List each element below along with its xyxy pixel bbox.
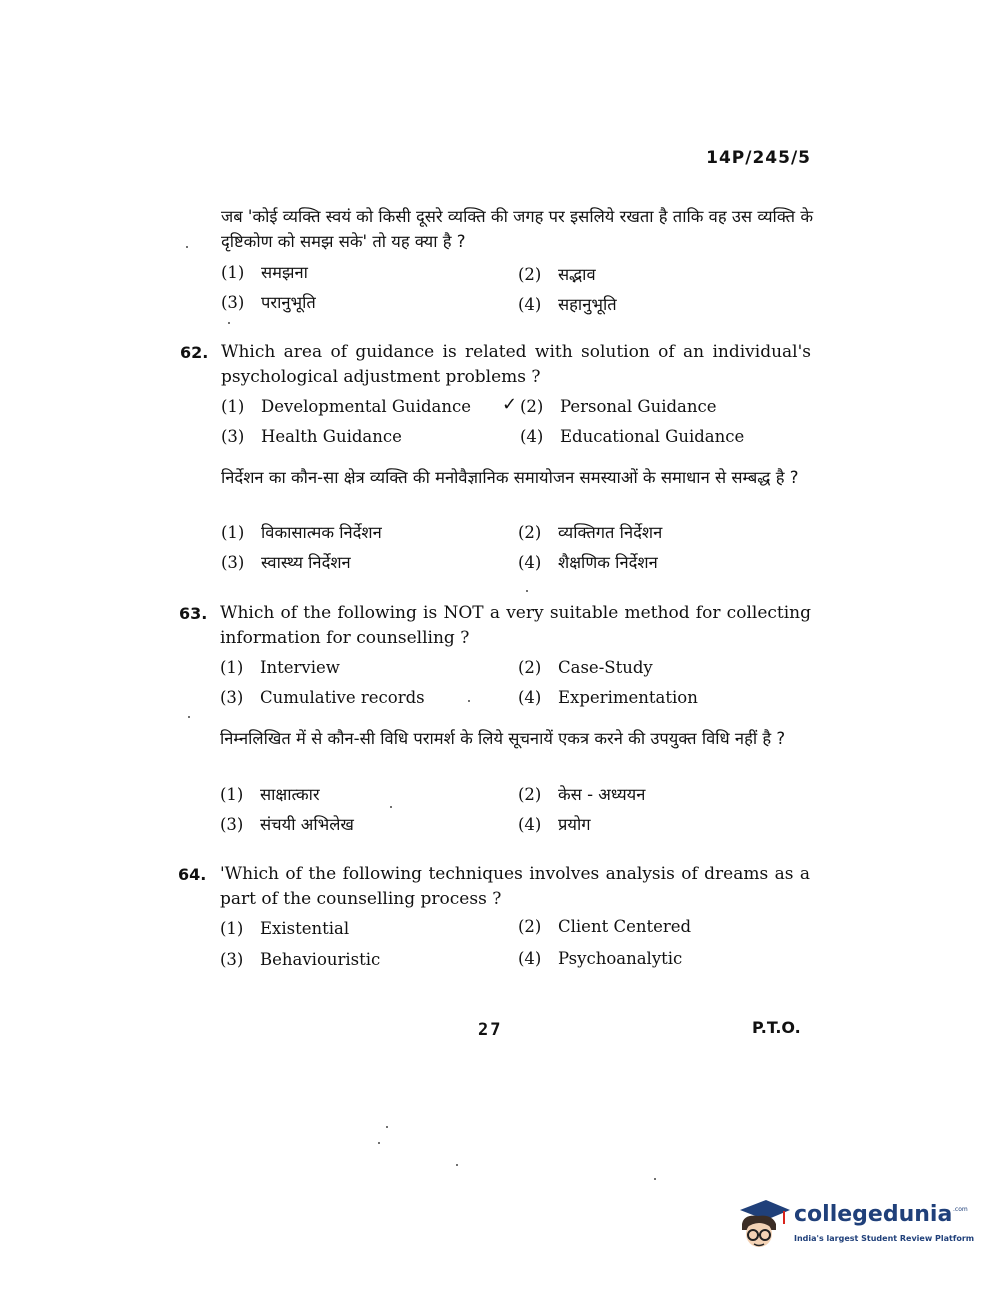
option-number: (3) <box>220 688 244 707</box>
option-number: (3) <box>220 950 244 969</box>
option-text: साक्षात्कार <box>260 785 320 804</box>
option-text: प्रयोग <box>558 815 591 834</box>
scan-speck <box>188 716 190 718</box>
q63-option-4 <box>518 688 698 707</box>
scan-speck <box>386 1126 388 1128</box>
option-text: Behaviouristic <box>260 950 381 969</box>
option-number: (4) <box>518 949 542 968</box>
scan-speck <box>456 1164 458 1166</box>
option-text: Health Guidance <box>261 427 402 446</box>
q62-hindi-question: निर्देशन का कौन-सा क्षेत्र व्यक्ति की मनोवैज्ञानिक समायोजन समस्याओं के समाधान से सम्बद्ध है ? <box>221 468 799 487</box>
option-text: Existential <box>260 919 350 938</box>
student-mascot-icon <box>732 1196 792 1256</box>
option-text: स्वास्थ्य निर्देशन <box>261 553 351 572</box>
collegedunia-logo <box>732 1196 975 1256</box>
option-text: केस - अध्ययन <box>558 785 646 804</box>
logo-suffix: .com <box>953 1206 968 1213</box>
option-text: व्यक्तिगत निर्देशन <box>558 523 663 542</box>
q63-number: 63. <box>179 604 208 623</box>
option-text: संचयी अभिलेख <box>260 815 354 834</box>
option-text: सद्भाव <box>558 265 596 284</box>
option-number: (4) <box>518 553 542 572</box>
option-text: परानुभूति <box>261 293 316 312</box>
q62-option-2 <box>520 397 717 416</box>
q62-hindi-option-1 <box>221 520 382 543</box>
q61-hindi-question: जब 'कोई व्यक्ति स्वयं को किसी दूसरे व्यक्ति की जगह पर इसलिये रखता है ताकि वह उस व्यक्ति के दृष्टिकोण को समझ सके' तो यह क्या है ? <box>221 207 813 251</box>
paper-code: 14P/245/5 <box>706 148 811 168</box>
q61-hindi-option-4 <box>518 292 617 315</box>
q62-hindi-option-3 <box>221 550 351 573</box>
scan-speck <box>468 700 470 702</box>
option-text: Educational Guidance <box>560 427 745 446</box>
option-number: (4) <box>520 427 544 446</box>
option-number: (1) <box>220 919 244 938</box>
q61-hindi-option-1 <box>221 260 308 283</box>
option-text: Interview <box>260 658 340 677</box>
option-text: Client Centered <box>558 917 692 936</box>
option-text: शैक्षणिक निर्देशन <box>558 553 658 572</box>
scan-speck <box>390 806 392 808</box>
option-number: (1) <box>220 785 244 804</box>
q62-hindi-option-2 <box>518 520 662 543</box>
option-text: Cumulative records <box>260 688 425 707</box>
q63-option-1 <box>220 658 340 677</box>
option-number: (2) <box>518 658 542 677</box>
scan-speck <box>186 246 188 248</box>
q63-hindi-option-1 <box>220 782 320 805</box>
q61-hindi-option-3 <box>221 290 316 313</box>
option-number: (4) <box>518 688 542 707</box>
option-number: (3) <box>221 427 245 446</box>
q63-option-2 <box>518 658 653 677</box>
scan-speck <box>228 322 230 324</box>
q62-option-3 <box>221 427 402 446</box>
option-number: (1) <box>221 523 245 542</box>
q62-question: Which area of guidance is related with solution of an individual's psychological adjustment problems ? <box>221 342 811 387</box>
q61-hindi-option-2 <box>518 262 596 285</box>
option-number: (2) <box>518 523 542 542</box>
option-text: Developmental Guidance <box>261 397 471 416</box>
option-number: (4) <box>518 295 542 314</box>
option-number: (2) <box>518 265 542 284</box>
logo-name: collegedunia <box>794 1202 953 1227</box>
option-text: Personal Guidance <box>560 397 717 416</box>
pto-marker: P.T.O. <box>752 1018 801 1037</box>
q63-hindi-question: निम्नलिखित में से कौन-सी विधि परामर्श के लिये सूचनायें एकत्र करने की उपयुक्त विधि नहीं है ? <box>220 729 786 748</box>
checkmark-icon: ✓ <box>502 394 518 415</box>
q64-number: 64. <box>178 865 207 884</box>
option-number: (1) <box>221 263 245 282</box>
option-number: (4) <box>518 815 542 834</box>
logo-tagline: India's largest Student Review Platform <box>794 1234 975 1243</box>
q63-option-3 <box>220 688 425 707</box>
option-number: (3) <box>221 293 245 312</box>
scan-speck <box>378 1142 380 1144</box>
q62-hindi-option-4 <box>518 550 658 573</box>
q62-option-4 <box>520 427 744 446</box>
q63-hindi-option-2 <box>518 782 645 805</box>
option-number: (2) <box>518 917 542 936</box>
q63-hindi-option-4 <box>518 812 591 835</box>
q64-question: 'Which of the following techniques involves analysis of dreams as a part of the counselling process ? <box>220 864 810 909</box>
q64-option-2 <box>518 917 691 936</box>
option-text: विकासात्मक निर्देशन <box>261 523 382 542</box>
q64-option-4 <box>518 949 682 968</box>
option-number: (1) <box>220 658 244 677</box>
q64-option-1 <box>220 919 349 938</box>
q62-option-1 <box>221 397 471 416</box>
option-number: (2) <box>518 785 542 804</box>
option-number: (2) <box>520 397 544 416</box>
q63-question: Which of the following is NOT a very suitable method for collecting information for counselling ? <box>220 603 811 648</box>
option-text: Experimentation <box>558 688 698 707</box>
page-number: 27 <box>478 1020 503 1040</box>
scan-speck <box>654 1178 656 1180</box>
q64-option-3 <box>220 950 380 969</box>
q63-hindi-option-3 <box>220 812 354 835</box>
option-number: (3) <box>221 553 245 572</box>
scan-speck <box>526 590 528 592</box>
option-text: Case-Study <box>558 658 653 677</box>
q62-number: 62. <box>180 343 209 362</box>
option-number: (1) <box>221 397 245 416</box>
option-text: समझना <box>261 263 308 282</box>
option-number: (3) <box>220 815 244 834</box>
option-text: Psychoanalytic <box>558 949 683 968</box>
option-text: सहानुभूति <box>558 295 617 314</box>
